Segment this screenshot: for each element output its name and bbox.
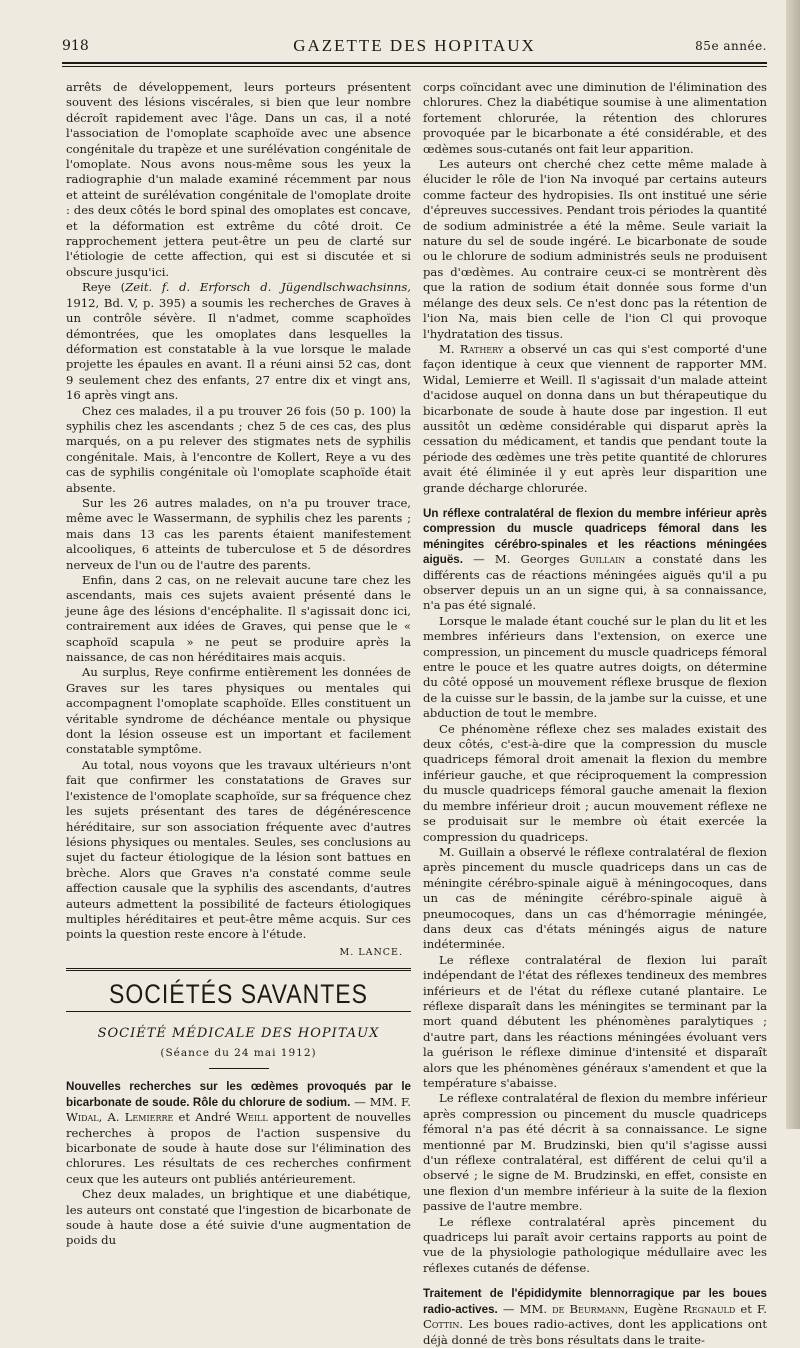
running-header	[62, 36, 767, 58]
left-column	[66, 80, 411, 1249]
citation: Zeit. f. d. Erforsch d. Jügendlschwachsinns,	[125, 280, 411, 295]
header-rule-thin	[62, 66, 767, 67]
article-heading: Un réflexe contralatéral de flexion du membre inférieur après compression du muscle quadriceps fémoral dans les méningites cérébro-spinales et les réactions méningées aiguës.	[423, 506, 767, 567]
section-title: SOCIÉTÉS SAVANTES	[109, 979, 368, 1010]
session-date: (Séance du 24 mai 1912)	[160, 1046, 317, 1059]
paragraph: Chez ces malades, il a pu trouver 26 fois (50 p. 100) la syphilis chez les ascendants ; chez 5 de ces cas, des plus marqués, on a pu relever des stigmates nets de syphilis congénitale. Mais, à l'encontre de Kollert, Reye a vu des cas de syphilis congénitale où l'omoplate scaphoïde était absente.	[66, 403, 411, 495]
paragraph: arrêts de développement, leurs porteurs présentent souvent des lésions viscérales, si bien que leur nombre décroît rapidement avec l'âge. Dans un cas, il a noté l'association de l'omoplate scaphoïde avec une absence congénitale du trapèze et une surélévation congénitale de l'omoplate. Nous avons nous-même sous les yeux la radiographie d'un malade examiné récemment par nous et atteint de surélévation congénitale de l'omoplate droite : des deux côtés le bord spinal des omoplates est concave, et la déformation est extrême du côté droit. Ce rapprochement jettera peut-être un peu de clarté sur l'étiologie de cette affection, qui est si discutée et si obscure jusqu'ici.	[66, 80, 411, 279]
paragraph: Le réflexe contralatéral de flexion du membre inférieur après compression ou pincement du muscle quadriceps fémoral n'a pas été décrit à sa connaissance. Le signe mentionné par M. Brudzinski, bien qu'il s'agisse aussi d'un réflexe contralatéral, est différent de celui qu'il a observé ; le signe de M. Brudzinski, en effet, consiste en une flexion d'un membre inférieur à la suite de la flexion passive de l'autre membre.	[423, 1091, 767, 1214]
article-heading: Traitement de l'épididymite blennorragique par les boues radio-actives.	[423, 1287, 767, 1316]
author-signature: M. LANCE.	[339, 946, 403, 958]
paragraph: Lorsque le malade étant couché sur le plan du lit et les membres inférieurs dans l'extension, on exerce une compression, un pincement du muscle quadriceps fémoral entre le pouce et les quatre autres doigts, on détermine du côté opposé un mouvement réflexe brusque de flexion de la cuisse sur le bassin, de la jambe sur la cuisse, et une abduction de tout le membre.	[423, 613, 767, 721]
article-paragraph: Un réflexe contralatéral de flexion du membre inférieur après compression du muscle quadriceps fémoral dans les méningites cérébro-spinales et les réactions méningées aiguës. — M. Georges Guillain a constaté dans les différents cas de réactions méningées aiguës qu'il a pu observer depuis un an un signe qui, à sa connaissance, n'a pas été signalé.	[423, 506, 767, 613]
paragraph: Reye (Zeit. f. d. Erforsch d. Jügendlschwachsinns, 1912, Bd. V, p. 395) a soumis les recherches de Graves à un contrôle sévère. Il n'admet, comme scaphoïdes démontrées, que les omoplates dans lesquelles la déformation est constatable à la vue lorsque le malade projette les épaules en avant. Il a réuni ainsi 52 cas, dont 9 seulement chez des enfants, 27 entre dix et vingt ans, 16 après vingt ans.	[66, 280, 411, 403]
paragraph: Ce phénomène réflexe chez ses malades existait des deux côtés, c'est-à-dire que la compression du muscle quadriceps fémoral droit amenait la flexion du membre inférieur gauche, et que réciproquement la compression du muscle quadriceps fémoral gauche amenait la flexion du membre inférieur droit ; aucun mouvement réflexe ne se produisait sur le membre où était exercée la compression du quadriceps.	[423, 721, 767, 844]
section-rule	[66, 1011, 411, 1012]
article-heading: Nouvelles recherches sur les œdèmes provoqués par le bicarbonate de soude. Rôle du chlorure de sodium.	[66, 1080, 411, 1109]
society-name: SOCIÉTÉ MÉDICALE DES HOPITAUX	[97, 1025, 380, 1041]
volume-year: 85e année.	[695, 39, 767, 53]
paragraph: Au surplus, Reye confirme entièrement les données de Graves sur les tares physiques ou mentales qui accompagnent l'omoplate scaphoïde. Elles constituent un véritable syndrome de déchéance mentale ou physique dont la lésion osseuse est un important et facilement constatable symptôme.	[66, 665, 411, 757]
paragraph: Les auteurs ont cherché chez cette même malade à élucider le rôle de l'ion Na invoqué par certains auteurs comme facteur des hydropisies. Ils ont institué une série d'épreuves successives. Pendant trois périodes la quantité de sodium administrée a été la même. Seule variait la nature du sel de soude ingéré. Le bicarbonate de soude ou le chlorure de sodium administrés seuls ne produisent pas d'œdèmes. Au contraire ceux-ci se montrèrent dès que la ration de sodium était donnée sous forme d'un mélange des deux sels. Ce n'est donc pas la rétention de l'ion Na, mais bien celle de l'ion Cl qui provoque l'hydratation des tissus.	[423, 157, 767, 341]
article-paragraph: Traitement de l'épididymite blennorragique par les boues radio-actives. — MM. de Beurmann, Eugène Regnauld et F. Cottin. Les boues radio-actives, dont les applications ont déjà donné de très bons résultats dans le traite-	[423, 1287, 767, 1347]
paragraph: corps coïncidant avec une diminution de l'élimination des chlorures. Chez la diabétique soumise à une alimentation fortement chlorurée, la rétention des chlorures provoquée par le bicarbonate a été considérable, et des œdèmes sous-cutanés ont fait leur apparition.	[423, 80, 767, 156]
section-divider	[66, 968, 411, 971]
page-number: 918	[62, 38, 89, 54]
paragraph: Chez deux malades, un brightique et une diabétique, les auteurs ont constaté que l'ingestion de bicarbonate de soude à haute dose a été suivie d'une augmentation de poids du	[66, 1187, 411, 1248]
paragraph: M. Guillain a observé le réflexe contralatéral de flexion après pincement du muscle quadriceps dans un cas de méningite cérébro-spinale aiguë à méningocoques, dans un cas de méningite cérébro-spinale aiguë à pneumocoques, dans un cas d'hémorragie méningée, dans deux cas d'états méningés aigus de nature indéterminée.	[423, 844, 767, 952]
paragraph: Le réflexe contralatéral après pincement du quadriceps lui paraît avoir certains rapports au point de vue de la physiologie pathologique médullaire avec les réflexes cutanés de défense.	[423, 1214, 767, 1275]
paragraph: Sur les 26 autres malades, on n'a pu trouver trace, même avec le Wassermann, de syphilis chez les parents ; mais dans 13 cas les parents étaient manifestement alcooliques, 6 atteints de tuberculose et 5 de désordres nerveux de l'un ou de l'autre des parents.	[66, 495, 411, 572]
paragraph: Le réflexe contralatéral de flexion lui paraît indépendant de l'état des réflexes tendineux des membres inférieurs et de l'état du réflexe cutané plantaire. Le réflexe disparaît dans les méningites se terminant par la mort quand débutent les phénomènes paralytiques ; d'autre part, dans les réactions méningées évoluant vers la guérison le réflexe diminue d'intensité et disparaît alors que les phénomènes généraux s'amendent et que la température s'abaisse.	[423, 952, 767, 1090]
article-paragraph: Nouvelles recherches sur les œdèmes provoqués par le bicarbonate de soude. Rôle du chlorure de sodium. — MM. F. Widal, A. Lemierre et André Weill apportent de nouvelles recherches à propos de l'action suspensive du bicarbonate de soude à haute dose sur l'élimination des chlorures. Les résultats de ces recherches confirment ceux que les auteurs ont publiés antérieurement.	[66, 1080, 411, 1186]
short-rule	[209, 1068, 269, 1069]
paragraph: Enfin, dans 2 cas, on ne relevait aucune tare chez les ascendants, mais ces sujets avaient présenté dans le jeune âge des lésions d'encéphalite. Il s'agissait donc ici, contrairement aux idées de Graves, qui pense que le « scaphoïd scapula » ne peut se produire après la naissance, de cas non héréditaires mais acquis.	[66, 573, 411, 665]
page-edge	[786, 0, 800, 1129]
header-rule-thick	[62, 62, 767, 64]
journal-title: GAZETTE DES HOPITAUX	[293, 36, 536, 55]
paragraph: M. Rathery a observé un cas qui s'est comporté d'une façon identique à ceux que viennent de rapporter MM. Widal, Lemierre et Weill. Il s'agissait d'un malade atteint d'acidose auquel on donna dans un but thérapeutique du bicarbonate de soude à haute dose par ingestion. Il eut aussitôt un œdème considérable qui disparut après la cessation du médicament, et tandis que pendant toute la période des œdèmes une très petite quantité de chlorures avait été éliminée il y eut après leur disparition une grande décharge chlorurée.	[423, 341, 767, 495]
right-column	[423, 80, 767, 1348]
paragraph: Au total, nous voyons que les travaux ultérieurs n'ont fait que confirmer les constatations de Graves sur l'existence de l'omoplate scaphoïde, sur sa fréquence chez les sujets présentant des tares de dégénérescence héréditaire, sur son association fréquente avec d'autres lésions physiques ou mentales. Seules, ses conclusions au sujet du facteur étiologique de la lésion sont battues en brèche. Alors que Graves n'a constaté comme seule affection causale que la syphilis des ascendants, d'autres auteurs admettent la possibilité de facteurs étiologiques multiples héréditaires et peut-être même acquis. Sur ces points la question reste encore à l'étude.	[66, 757, 411, 942]
